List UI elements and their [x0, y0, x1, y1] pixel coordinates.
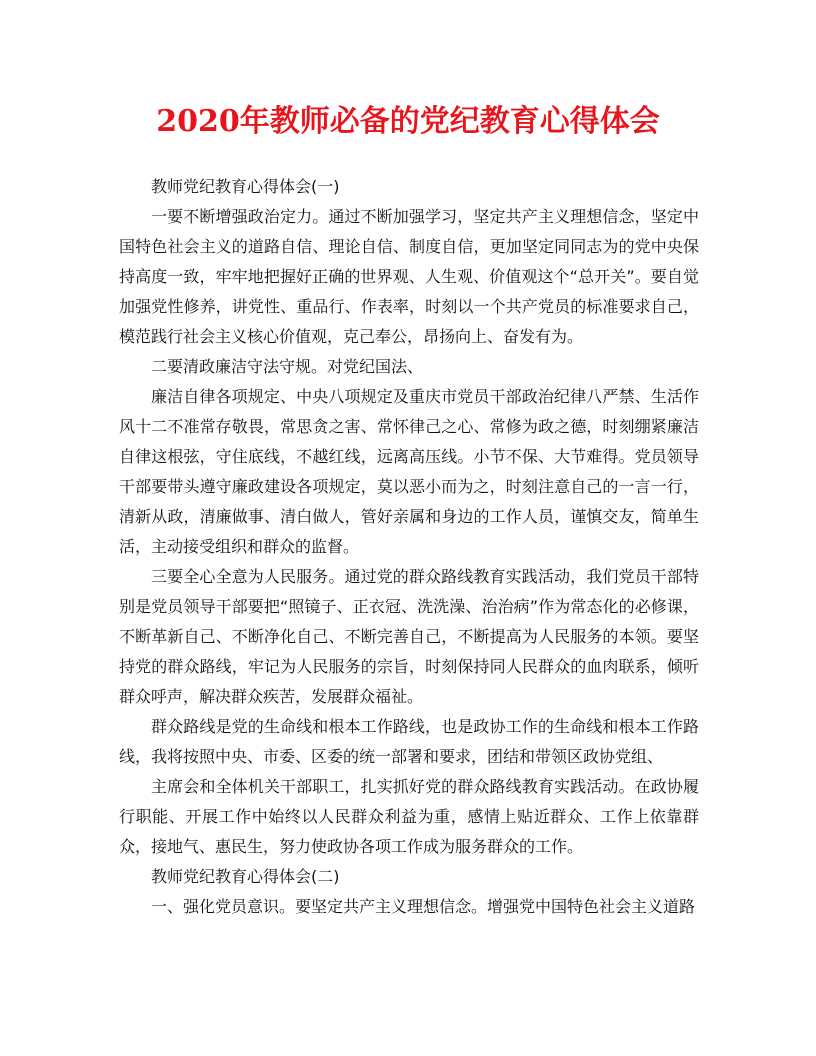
- body-paragraph: 一要不断增强政治定力。通过不断加强学习，坚定共产主义理想信念，坚定中国特色社会主义的道路自信、理论自信、制度自信，更加坚定同同志为的党中央保持高度一致，牢牢地把握好正确的世界观、人生观、价值观这个“总开关”。要自觉加强党性修养，讲党性、重品行、作表率，时刻以一个共产党员的标准要求自己，模范践行社会主义核心价值观，克己奉公，昂扬向上、奋发有为。: [119, 207, 699, 346]
- body-paragraph: 三要全心全意为人民服务。通过党的群众路线教育实践活动，我们党员干部特别是党员领导干部要把“照镜子、正衣冠、洗洗澡、治治病”作为常态化的必修课，不断革新自己、不断净化自己、不断完善自己，不断提高为人民服务的本领。要坚持党的群众路线，牢记为人民服务的宗旨，时刻保持同人民群众的血肉联系，倾听群众呼声，解决群众疾苦，发展群众福祉。: [119, 567, 699, 706]
- body-paragraph: 主席会和全体机关干部职工，扎实抓好党的群众路线教育实践活动。在政协履行职能、开展工作中始终以人民群众利益为重，感情上贴近群众、工作上依靠群众，接地气、惠民生，努力使政协各项工作成为服务群众的工作。: [119, 777, 699, 856]
- body-paragraph: 一、强化党员意识。要坚定共产主义理想信念。增强党中国特色社会主义道路: [151, 897, 696, 916]
- section-heading-1: 教师党纪教育心得体会(一): [151, 177, 340, 196]
- body-paragraph: 群众路线是党的生命线和根本工作路线，也是政协工作的生命线和根本工作路线，我将按照中央、市委、区委的统一部署和要求，团结和带领区政协党组、: [119, 717, 699, 766]
- body-paragraph: 廉洁自律各项规定、中央八项规定及重庆市党员干部政治纪律八严禁、生活作风十二不准常存敬畏，常思贪之害、常怀律己之心、常修为政之德，时刻绷紧廉洁自律这根弦，守住底线，不越红线，远离高压线。小节不保、大节难得。党员领导干部要带头遵守廉政建设各项规定，莫以恶小而为之，时刻注意自己的一言一行，清新从政，清廉做事、清白做人，管好亲属和身边的工作人员，谨慎交友，简单生活，主动接受组织和群众的监督。: [119, 387, 699, 556]
- section-heading-2: 教师党纪教育心得体会(二): [151, 867, 340, 886]
- document-body: [119, 172, 699, 922]
- body-paragraph: 二要清政廉洁守法守规。对党纪国法、: [151, 357, 424, 376]
- document-title: 2020年教师必备的党纪教育心得体会: [156, 104, 660, 139]
